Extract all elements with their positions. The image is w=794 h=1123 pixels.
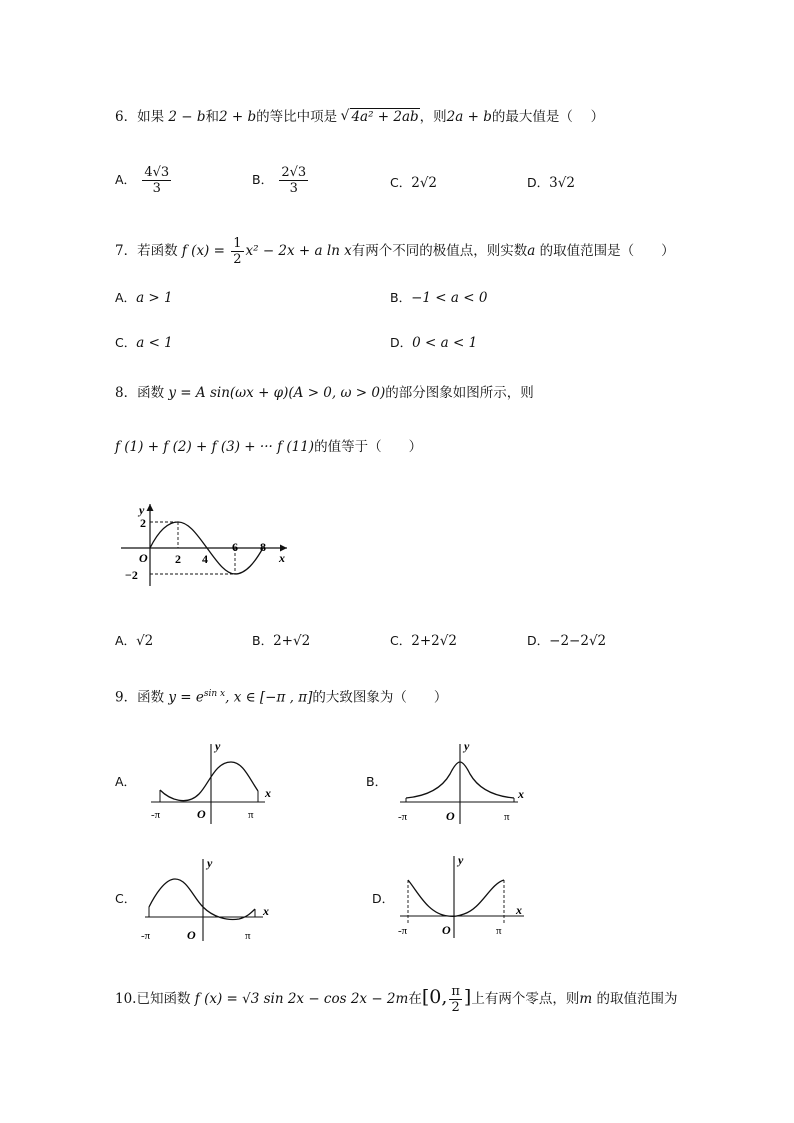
option-value: a > 1 (136, 290, 173, 306)
option-label: B． (366, 774, 388, 789)
option-b[interactable] (390, 288, 487, 308)
stem-text: 如果 (137, 109, 165, 125)
fraction (142, 165, 171, 196)
option-c[interactable] (115, 889, 136, 909)
option-label: B． (390, 290, 412, 305)
option-value: a < 1 (136, 335, 173, 351)
neg-pi-label: -π (398, 925, 408, 937)
y-tick-label: −2 (125, 568, 138, 582)
option-value: √2 (136, 633, 154, 649)
x-tick-label: 4 (202, 552, 208, 566)
x-axis-label: x (279, 551, 285, 565)
math-var: m (579, 991, 593, 1007)
option-a[interactable] (115, 165, 173, 196)
question-number: 8． (115, 385, 138, 401)
option-label: D． (527, 633, 550, 648)
option-a[interactable] (115, 288, 173, 308)
math-expr: 2 − b (168, 109, 206, 125)
pi-label: π (248, 809, 254, 821)
stem-text: 上有两个零点，则 (471, 991, 580, 1007)
stem-text: 的取值范围是（ ） (539, 243, 675, 259)
neg-pi-label: -π (141, 930, 151, 942)
option-label: D． (390, 335, 413, 350)
denominator: 2 (451, 1000, 460, 1015)
stem-text: 的部分图象如图所示，则 (385, 385, 534, 401)
option-a[interactable] (115, 772, 136, 792)
option-value: 2+2√2 (411, 633, 457, 649)
math-expr: f (x) = (181, 243, 225, 259)
option-c[interactable] (115, 333, 173, 353)
option-label: B． (252, 633, 274, 648)
pi-label: π (496, 925, 502, 937)
graph-option-c[interactable] (135, 855, 275, 945)
y-label: y (464, 739, 470, 753)
x-label: x (518, 787, 524, 801)
question-number: 9． (115, 689, 138, 706)
option-value: 2+√2 (273, 633, 311, 649)
numerator: π (451, 984, 460, 999)
x-tick-label: 8 (260, 540, 266, 554)
denominator: 3 (152, 181, 161, 196)
question-8-stem (115, 383, 534, 403)
exponent: sin x (203, 689, 226, 699)
stem-text: ，则 (419, 109, 447, 125)
numerator: 2√3 (281, 165, 307, 180)
radicand: 4a² + 2ab (351, 109, 419, 125)
option-label: A． (115, 633, 137, 648)
question-number: 10. (115, 991, 137, 1007)
y-axis-label: y (139, 503, 145, 517)
stem-text: 和 (205, 109, 220, 125)
option-label: C． (390, 175, 412, 190)
curve (149, 879, 255, 920)
option-d[interactable] (527, 173, 575, 193)
neg-pi-label: -π (151, 809, 161, 821)
math-expr: f (x) = √3 sin 2x − cos 2x − 2m (194, 991, 409, 1007)
x-label: x (263, 904, 269, 918)
y-label: y (215, 739, 221, 753)
option-value: 0 < a < 1 (412, 335, 478, 351)
x-label: x (265, 786, 271, 800)
option-d[interactable] (390, 333, 477, 353)
stem-text: 有两个不同的极值点，则实数 (351, 243, 528, 259)
graph-option-b[interactable] (384, 738, 524, 828)
graph-option-a[interactable] (135, 738, 275, 828)
math-var: a (527, 243, 536, 259)
option-label: C． (115, 335, 137, 350)
math-expr: y = A sin(ωx + φ)(A > 0, ω > 0) (168, 385, 386, 401)
math-expr: , x ∈ [−π , π] (225, 689, 313, 706)
numerator: 4√3 (144, 165, 170, 180)
option-value: −2−2√2 (549, 633, 607, 649)
stem-text: 在 (408, 991, 422, 1007)
origin-label: O (442, 923, 451, 937)
stem-text: 函数 (137, 385, 165, 401)
option-label: A． (115, 172, 137, 187)
curve (408, 880, 504, 916)
q8-sine-graph (113, 500, 293, 590)
pi-label: π (504, 811, 510, 823)
interval-bracket: ] (463, 986, 472, 1008)
option-c[interactable] (390, 631, 457, 651)
question-8-stem-line2 (115, 437, 422, 457)
math-expr: 2a + b (446, 109, 492, 125)
origin-label: O (446, 809, 455, 823)
x-tick-label: 2 (175, 552, 181, 566)
x-tick-label: 6 (232, 540, 238, 554)
origin-label: O (187, 928, 196, 942)
option-label: A． (115, 290, 137, 305)
option-value: −1 < a < 0 (411, 290, 488, 306)
fraction (449, 984, 462, 1015)
graph-option-d[interactable] (392, 852, 532, 942)
option-label: C． (390, 633, 412, 648)
numerator: 1 (233, 236, 242, 251)
option-d[interactable] (372, 889, 394, 909)
stem-text: 的等比中项是 (256, 109, 338, 125)
x-label: x (516, 903, 522, 917)
y-label: y (207, 856, 213, 870)
stem-text: 若函数 (137, 243, 178, 259)
interval-bracket: [0, (421, 986, 448, 1008)
sqrt-expr (341, 107, 419, 127)
option-b[interactable] (252, 631, 310, 651)
fraction (231, 236, 243, 267)
option-label: A． (115, 774, 137, 789)
neg-pi-label: -π (398, 811, 408, 823)
pi-label: π (245, 930, 251, 942)
option-label: D． (372, 891, 395, 906)
option-value: 3√2 (549, 175, 575, 191)
question-number: 7． (115, 243, 138, 259)
option-c[interactable] (390, 173, 437, 193)
stem-text: 已知函数 (136, 991, 191, 1007)
denominator: 2 (233, 252, 242, 267)
stem-text: 的值等于（ ） (314, 439, 423, 455)
math-expr: 2 + b (219, 109, 257, 125)
question-7-stem (115, 236, 675, 267)
stem-text: 函数 (137, 689, 165, 706)
option-b[interactable] (252, 165, 310, 196)
option-d[interactable] (527, 631, 606, 651)
stem-text: 的最大值是（ ） (491, 109, 605, 125)
math-expr: f (1) + f (2) + f (3) + ··· f (11) (115, 439, 315, 455)
question-9-stem (115, 684, 447, 708)
math-expr: y = e (168, 689, 204, 706)
option-a[interactable] (115, 631, 153, 651)
curve (160, 762, 258, 801)
y-label: y (458, 853, 464, 867)
fraction (279, 165, 308, 196)
origin-label: O (197, 807, 206, 821)
stem-text: 的大致图象为（ ） (312, 689, 448, 706)
denominator: 3 (289, 181, 298, 196)
math-expr: x² − 2x + a ln x (245, 243, 352, 259)
option-label: B． (252, 172, 274, 187)
question-10-stem (115, 984, 677, 1015)
option-label: D． (527, 175, 550, 190)
y-tick-label: 2 (140, 516, 146, 530)
option-value: 2√2 (411, 175, 438, 191)
question-6-stem (115, 107, 604, 127)
option-label: C． (115, 891, 137, 906)
question-number: 6． (115, 109, 138, 125)
origin-label: O (139, 551, 148, 565)
stem-text: 的取值范围为 (596, 991, 678, 1007)
